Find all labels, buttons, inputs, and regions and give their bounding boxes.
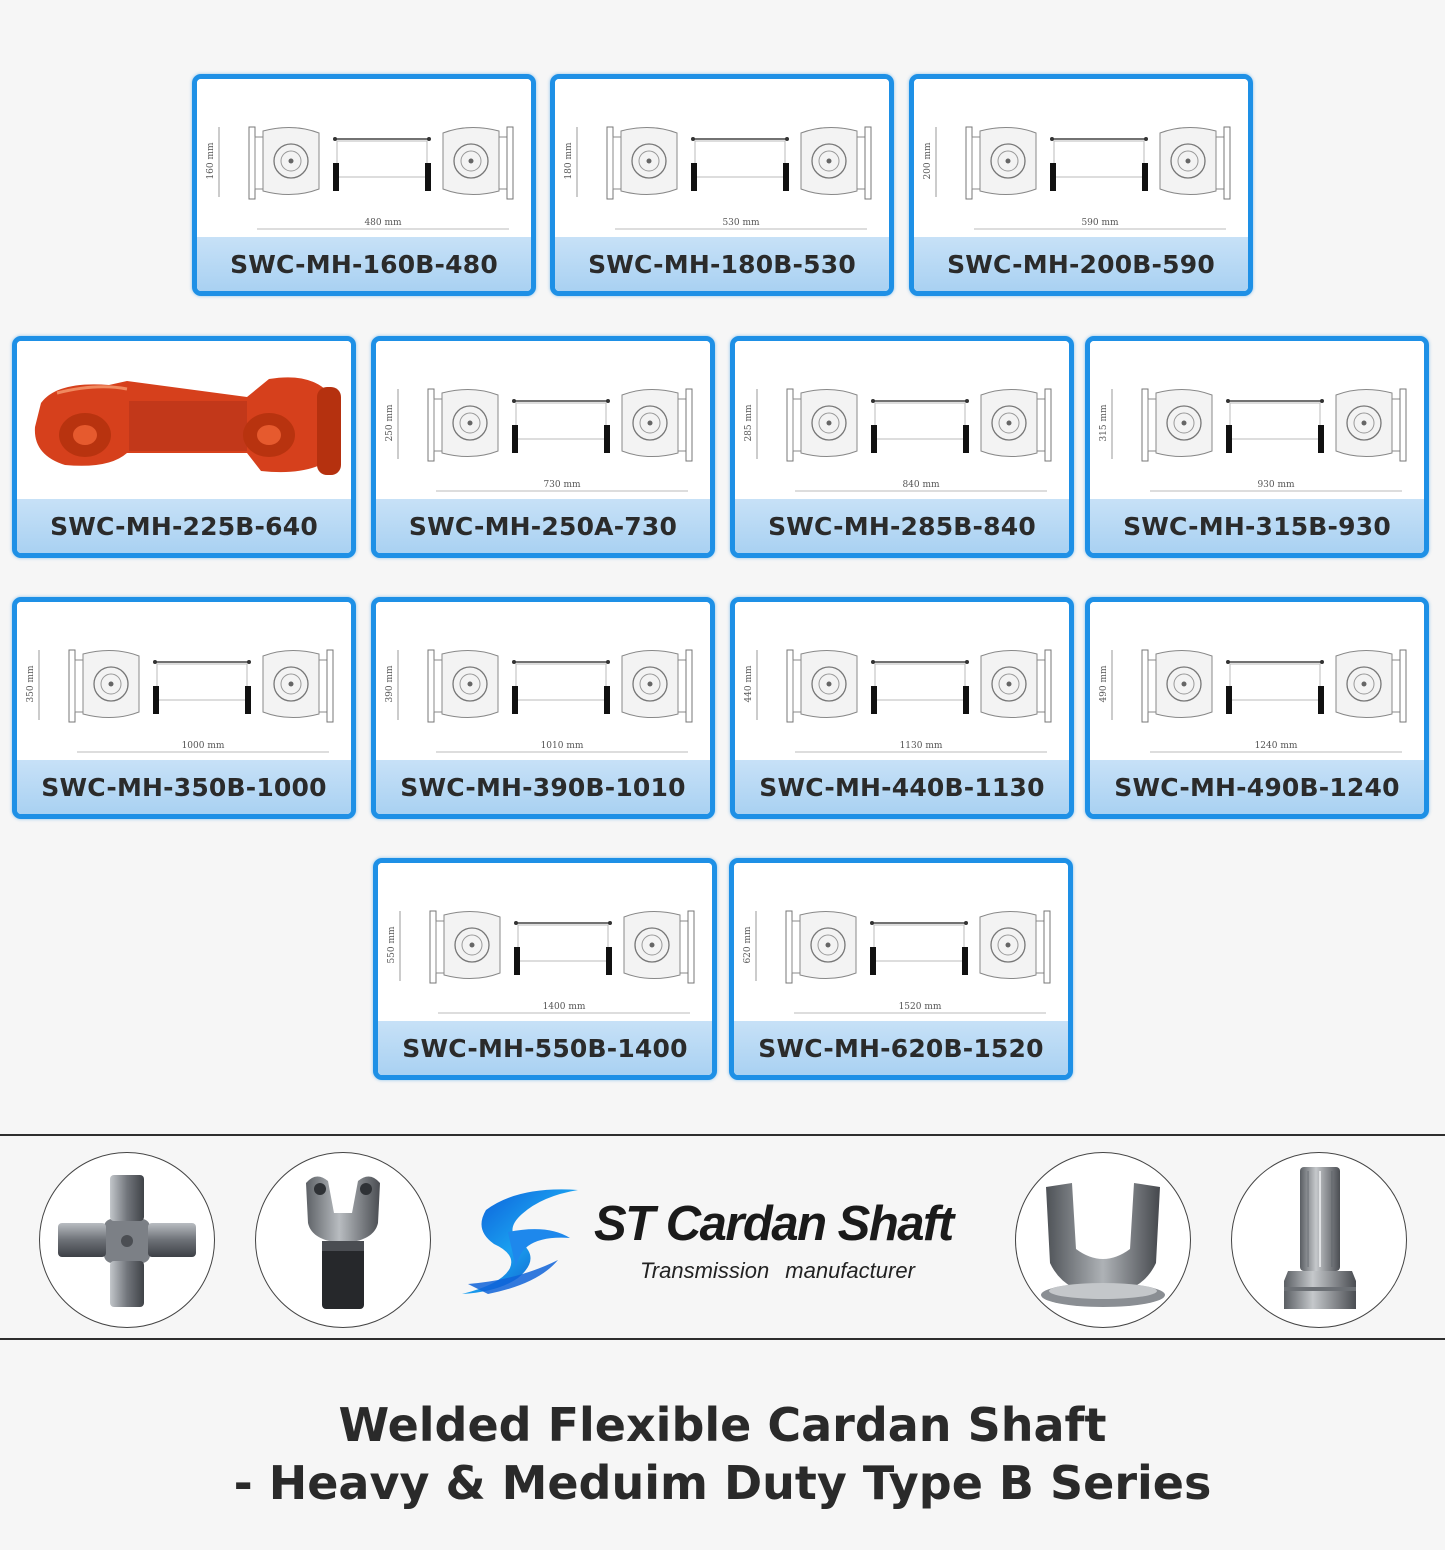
product-model-label: SWC-MH-315B-930 [1090,499,1424,553]
bottom-divider [0,1338,1445,1340]
page-title-line-1: Welded Flexible Cardan Shaft [338,1398,1107,1452]
svg-text:550 mm: 550 mm [387,926,397,964]
product-model-label: SWC-MH-285B-840 [735,499,1069,553]
product-card[interactable] [12,597,356,819]
product-model-label: SWC-MH-180B-530 [555,237,889,291]
product-card[interactable] [371,597,715,819]
svg-text:840 mm: 840 mm [902,480,940,490]
weld-yoke-icon [1016,1153,1190,1327]
shaft-drawing-image [555,79,889,239]
shaft-drawing [376,341,710,501]
shaft-drawing [1090,602,1424,762]
shaft-drawing [734,863,1068,1023]
product-model-label: SWC-MH-440B-1130 [735,760,1069,814]
flange-yoke-tube-icon [256,1153,430,1327]
shaft-drawing [197,79,531,239]
product-model-label: SWC-MH-350B-1000 [17,760,351,814]
product-card[interactable] [1085,597,1429,819]
svg-text:350 mm: 350 mm [26,665,36,703]
brand-tagline: Transmission manufacturer [640,1258,915,1283]
part-circle [39,1152,215,1328]
shaft-drawing-image [734,863,1068,1023]
svg-text:730 mm: 730 mm [543,480,581,490]
product-card[interactable] [909,74,1253,296]
svg-text:1240 mm: 1240 mm [1254,741,1298,751]
shaft-drawing [735,602,1069,762]
shaft-drawing [17,602,351,762]
svg-text:1000 mm: 1000 mm [181,741,225,751]
svg-text:1130 mm: 1130 mm [899,741,943,751]
svg-text:440 mm: 440 mm [744,665,754,703]
shaft-drawing [914,79,1248,239]
svg-text:480 mm: 480 mm [364,218,402,228]
product-model-label: SWC-MH-200B-590 [914,237,1248,291]
part-circle [1231,1152,1407,1328]
shaft-drawing-image [735,602,1069,762]
product-model-label: SWC-MH-390B-1010 [376,760,710,814]
top-divider [0,1134,1445,1136]
shaft-drawing [735,341,1069,501]
shaft-drawing-image [376,602,710,762]
brand-logo-icon [458,1180,588,1300]
shaft-drawing-image [197,79,531,239]
product-model-label: SWC-MH-160B-480 [197,237,531,291]
product-card[interactable] [730,336,1074,558]
product-model-label: SWC-MH-225B-640 [17,499,351,553]
universal-joint-cross-icon [40,1153,214,1327]
svg-text:620 mm: 620 mm [743,926,753,964]
product-card[interactable] [730,597,1074,819]
page-title-line-2: - Heavy & Meduim Duty Type B Series [233,1456,1212,1510]
product-card[interactable] [1085,336,1429,558]
svg-text:1010 mm: 1010 mm [540,741,584,751]
shaft-drawing-image [376,341,710,501]
shaft-drawing-image [914,79,1248,239]
part-circle [255,1152,431,1328]
svg-text:1520 mm: 1520 mm [898,1002,942,1012]
shaft-drawing [376,602,710,762]
svg-text:530 mm: 530 mm [722,218,760,228]
shaft-photo [17,341,351,501]
svg-text:250 mm: 250 mm [385,404,395,442]
svg-text:490 mm: 490 mm [1099,665,1109,703]
product-card[interactable] [550,74,894,296]
product-card[interactable] [373,858,717,1080]
svg-text:180 mm: 180 mm [564,142,574,180]
product-model-label: SWC-MH-550B-1400 [378,1021,712,1075]
product-model-label: SWC-MH-490B-1240 [1090,760,1424,814]
shaft-drawing-image [1090,341,1424,501]
product-card[interactable] [192,74,536,296]
shaft-drawing [1090,341,1424,501]
shaft-photo-image [17,341,351,501]
shaft-drawing-image [735,341,1069,501]
brand-name: ST Cardan Shaft [594,1197,953,1251]
svg-text:285 mm: 285 mm [744,404,754,442]
shaft-drawing-image [1090,602,1424,762]
product-card[interactable] [371,336,715,558]
svg-text:1400 mm: 1400 mm [542,1002,586,1012]
svg-text:390 mm: 390 mm [385,665,395,703]
svg-text:160 mm: 160 mm [206,142,216,180]
part-circle [1015,1152,1191,1328]
spline-shaft-icon [1232,1153,1406,1327]
shaft-drawing-image [17,602,351,762]
product-card[interactable] [729,858,1073,1080]
product-card[interactable] [12,336,356,558]
svg-text:315 mm: 315 mm [1099,404,1109,442]
product-model-label: SWC-MH-620B-1520 [734,1021,1068,1075]
svg-text:590 mm: 590 mm [1081,218,1119,228]
shaft-drawing [555,79,889,239]
shaft-drawing [378,863,712,1023]
product-model-label: SWC-MH-250A-730 [376,499,710,553]
svg-text:200 mm: 200 mm [923,142,933,180]
svg-text:930 mm: 930 mm [1257,480,1295,490]
shaft-drawing-image [378,863,712,1023]
